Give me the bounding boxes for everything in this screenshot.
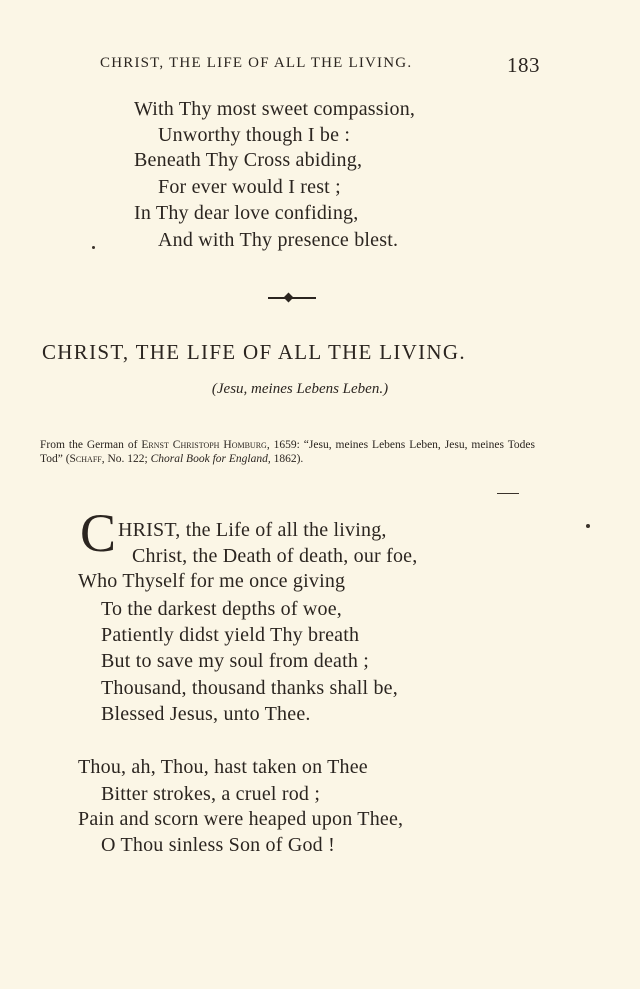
running-head (100, 55, 540, 77)
verse-line: But to save my soul from death ; (101, 650, 370, 672)
verse-line: And with Thy presence blest. (158, 229, 399, 251)
verse-line: Pain and scorn were heaped upon Thee, (78, 808, 404, 830)
hymn-subtitle: (Jesu, meines Lebens Leben.) (211, 381, 389, 397)
source-book-title: Choral Book for England, (150, 453, 271, 465)
verse-line: Thousand, thousand thanks shall be, (101, 677, 398, 699)
drop-cap: C (80, 503, 117, 563)
page-number: 183 (507, 53, 540, 77)
verse-line: To the darkest depths of woe, (101, 598, 343, 620)
hymn-title: CHRIST, THE LIFE OF ALL THE LIVING. (42, 340, 466, 364)
verse-line: Blessed Jesus, unto Thee. (101, 703, 311, 725)
running-head-title: CHRIST, THE LIFE OF ALL THE LIVING. (100, 55, 413, 71)
source-text: 1862). (270, 453, 304, 465)
paper-speck (92, 246, 95, 249)
divider-ornament (284, 293, 294, 303)
print-mark (497, 493, 519, 494)
verse-line: HRIST, the Life of all the living, (118, 519, 387, 541)
paper-speck (586, 524, 590, 528)
source-text: , No. 122; (101, 453, 151, 465)
verse-line: Patiently didst yield Thy breath (101, 624, 360, 646)
verse-line: Bitter strokes, a cruel rod ; (101, 783, 321, 805)
verse-line: With Thy most sweet compassion, (134, 98, 416, 120)
source-reference: Schaff (69, 453, 102, 465)
source-text: From the German of (40, 439, 142, 451)
source-note (40, 438, 535, 466)
verse-line: Beneath Thy Cross abiding, (134, 149, 363, 171)
verse-line: Who Thyself for me once giving (78, 570, 346, 592)
verse-line: Christ, the Death of death, our foe, (132, 545, 418, 567)
verse-line: O Thou sinless Son of God ! (101, 834, 335, 856)
verse-line: In Thy dear love confiding, (134, 202, 359, 224)
verse-line: Thou, ah, Thou, hast taken on Thee (78, 756, 368, 778)
source-text: , 1659: “Jesu, meines Lebens Leben, Jesu, meines Todes Tod” ( (40, 439, 536, 465)
verse-line: Unworthy though I be : (158, 124, 351, 146)
source-author: Ernst Christoph Homburg (141, 439, 267, 451)
verse-line: For ever would I rest ; (158, 176, 341, 198)
